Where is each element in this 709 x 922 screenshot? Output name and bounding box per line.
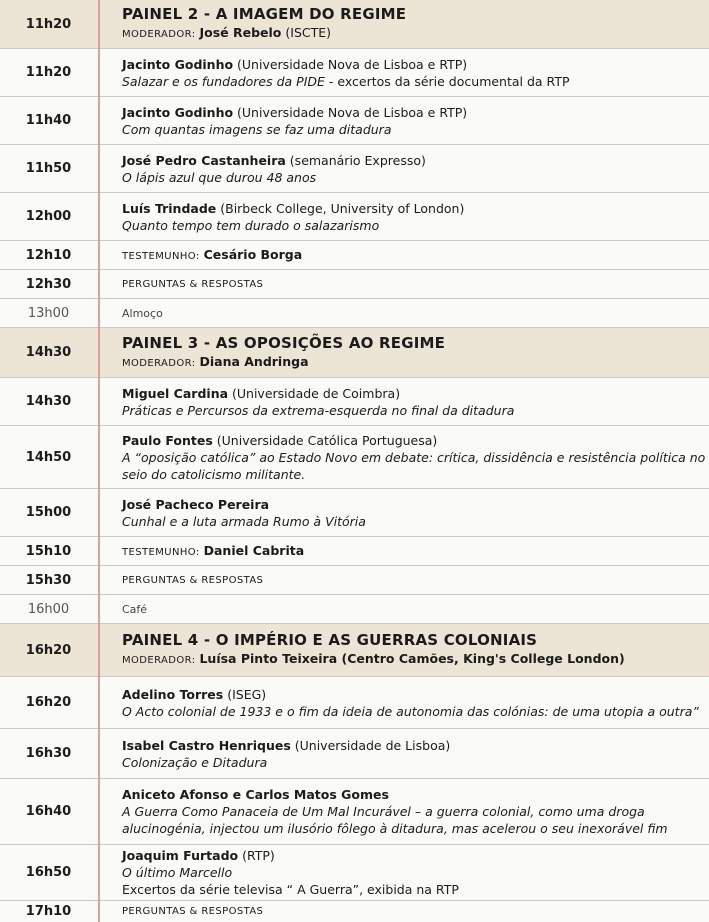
row-time: 12h10 [25, 247, 72, 263]
moderator-affiliation: (ISCTE) [285, 25, 332, 40]
panel-title: PAINEL 4 - O IMPÉRIO E AS GUERRAS COLONIAIS [122, 631, 538, 649]
speaker-affiliation: (RTP) [238, 848, 275, 863]
row-time: 16h40 [25, 804, 72, 819]
speaker-affiliation: (Universidade de Coimbra) [228, 385, 401, 401]
moderator-label: MODERADOR: [122, 655, 196, 666]
talk-row [0, 192, 709, 240]
break-row [0, 594, 709, 623]
speaker-name: Aniceto Afonso e Carlos Matos Gomes [122, 787, 389, 802]
speaker-name: Joaquim Furtado [122, 848, 239, 863]
panel-header-3 [0, 327, 709, 377]
speaker-name: José Pedro Castanheira [122, 152, 286, 168]
row-time: 16h20 [25, 642, 72, 658]
row-time: 16h00 [27, 601, 70, 617]
qa-row [0, 900, 709, 922]
panel-title: PAINEL 2 - A IMAGEM DO REGIME [122, 5, 407, 23]
row-time: 14h30 [25, 394, 72, 409]
speaker-name: Adelino Torres [122, 686, 224, 702]
talk-title: O lápis azul que durou 48 anos [122, 169, 317, 185]
talk-row [0, 778, 709, 844]
talk-row [0, 844, 709, 900]
speaker-affiliation: (Universidade Nova de Lisboa e RTP) [233, 104, 468, 120]
row-time: 16h20 [25, 695, 72, 710]
speaker-name: Isabel Castro Henriques [122, 737, 291, 753]
testimony-name: Daniel Cabrita [203, 542, 305, 558]
talk-row [0, 377, 709, 425]
talk-title: Quanto tempo tem durado o salazarismo [122, 217, 380, 233]
moderator-name: Diana Andringa [199, 353, 309, 369]
talk-title: Com quantas imagens se faz uma ditadura [122, 121, 392, 137]
talk-row [0, 728, 709, 778]
break-row [0, 298, 709, 327]
talk-title: A “oposição católica” ao Estado Novo em debate: crítica, dissidência e resistência política no [122, 449, 706, 465]
row-time: 16h30 [25, 746, 72, 761]
speaker-name: Jacinto Godinho [122, 56, 234, 72]
talk-title: O Acto colonial de 1933 e o fim da ideia de autonomia das colónias: de uma utopia a outra” [122, 703, 699, 719]
row-time: 15h00 [25, 505, 72, 520]
qa-label: PERGUNTAS & RESPOSTAS [122, 574, 264, 586]
speaker-affiliation: (semanário Expresso) [285, 152, 426, 168]
speaker-affiliation: (Universidade Católica Portuguesa) [212, 432, 438, 448]
panel-title: PAINEL 3 - AS OPOSIÇÕES AO REGIME [122, 333, 446, 352]
panel-header-2 [0, 0, 709, 48]
talk-title-cont: seio do catolicismo militante. [122, 466, 306, 482]
row-time: 16h50 [25, 865, 72, 880]
talk-title-cont: alucinogénia, injectou um ilusório fôlego à ditadura, mas acelerou o seu inexorável fim [122, 821, 668, 836]
row-time: 12h30 [25, 276, 72, 292]
speaker-name: Miguel Cardina [122, 385, 229, 401]
speaker-affiliation: (Universidade de Lisboa) [290, 737, 451, 753]
talk-row [0, 48, 709, 96]
break-label: Café [122, 602, 148, 616]
row-time: 11h20 [25, 65, 72, 80]
moderator-line [122, 353, 703, 372]
qa-row [0, 269, 709, 298]
panel-header-4 [0, 623, 709, 676]
row-time: 17h10 [25, 904, 72, 919]
talk-row [0, 144, 709, 192]
moderator-label: MODERADOR: [122, 29, 196, 40]
speaker-affiliation: (Universidade Nova de Lisboa e RTP) [233, 56, 468, 72]
testimony-label: TESTEMUNHO: [122, 250, 200, 262]
testimony-label: TESTEMUNHO: [122, 546, 200, 558]
speaker-affiliation: (Birbeck College, University of London) [216, 200, 465, 216]
talk-title: Cunhal e a luta armada Rumo à Vitória [122, 513, 366, 529]
talk-title: O último Marcello [122, 865, 233, 880]
speaker-affiliation: (ISEG) [223, 686, 267, 702]
testimony-name: Cesário Borga [203, 246, 303, 262]
speaker-name: José Pacheco Pereira [122, 496, 270, 512]
speaker-name: Jacinto Godinho [122, 104, 234, 120]
speaker-name: Luís Trindade [122, 200, 217, 216]
moderator-name: José Rebelo [199, 25, 282, 40]
moderator-line [122, 650, 703, 669]
talk-title: Práticas e Percursos da extrema-esquerda no final da ditadura [122, 402, 515, 418]
testimony-row [0, 536, 709, 565]
column-divider [98, 0, 100, 922]
row-time: 15h10 [25, 543, 72, 559]
moderator-line [122, 24, 703, 43]
talk-title: Colonização e Ditadura [122, 754, 268, 770]
qa-row [0, 565, 709, 594]
talk-row [0, 488, 709, 536]
moderator-name: Luísa Pinto Teixeira (Centro Camões, King's College London) [199, 651, 625, 666]
row-time: 15h30 [25, 572, 72, 588]
row-time: 14h30 [25, 345, 72, 360]
talk-row [0, 425, 709, 488]
break-label: Almoço [122, 306, 163, 320]
talk-row [0, 96, 709, 144]
moderator-label: MODERADOR: [122, 357, 196, 369]
row-time: 11h50 [25, 161, 72, 176]
row-time: 11h40 [25, 113, 72, 128]
talk-title: Salazar e os fundadores da PIDE [122, 73, 325, 89]
row-time: 13h00 [27, 305, 70, 321]
talk-note: Excertos da série televisa “ A Guerra”, exibida na RTP [122, 882, 459, 897]
talk-row [0, 676, 709, 728]
talk-title: A Guerra Como Panaceia de Um Mal Incurável – a guerra colonial, como uma droga [122, 804, 645, 819]
speaker-name: Paulo Fontes [122, 432, 213, 448]
qa-label: PERGUNTAS & RESPOSTAS [122, 906, 264, 917]
talk-subtitle: - excertos da série documental da RTP [324, 73, 570, 89]
row-time: 14h50 [25, 449, 72, 465]
qa-label: PERGUNTAS & RESPOSTAS [122, 278, 264, 290]
testimony-row [0, 240, 709, 269]
row-time: 11h20 [25, 16, 72, 32]
row-time: 12h00 [25, 209, 72, 224]
